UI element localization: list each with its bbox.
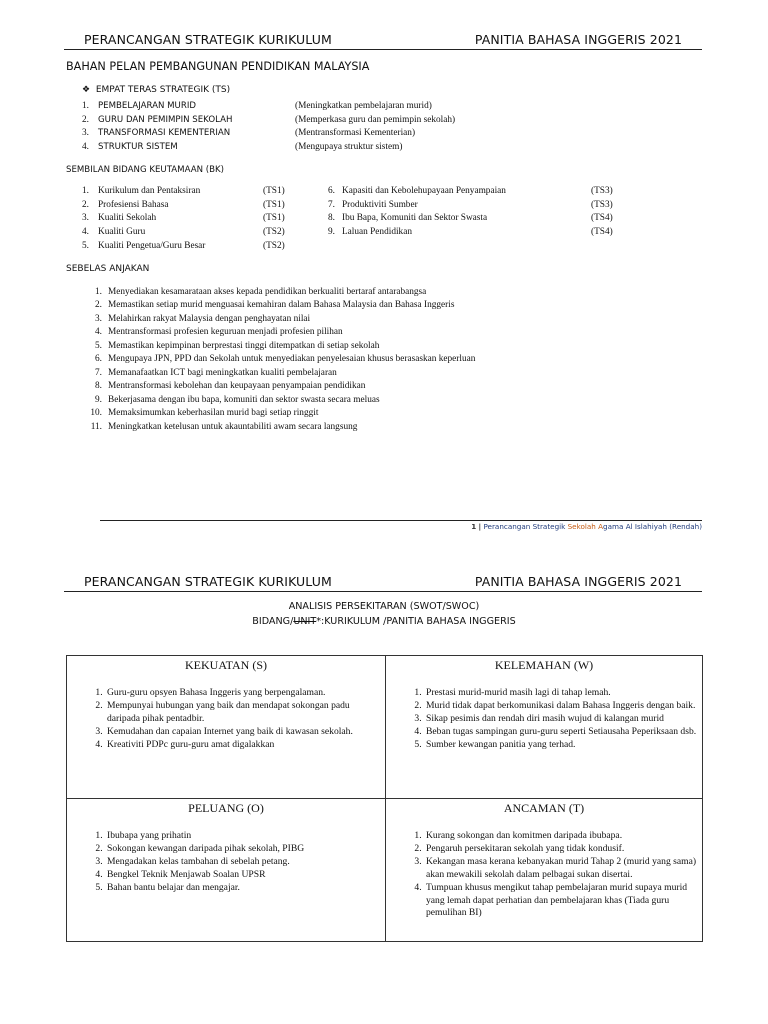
page2-header-rule — [64, 591, 702, 592]
swot-subtitle: BIDANG/UNIT*:KURIKULUM /PANITIA BAHASA INGGERIS — [252, 616, 516, 627]
opportunities-title: PELUANG (O) — [188, 801, 264, 815]
strengths-list — [67, 687, 385, 752]
page1-header-right: PANITIA BAHASA INGGERIS 2021 — [474, 32, 682, 47]
anjakan-item: 4. Mentransformasi profesien keguruan menjadi profesien pilihan — [95, 327, 343, 337]
list-item: 1. Guru-guru opsyen Bahasa Inggeris yang berpengalaman. — [105, 687, 385, 700]
bidang-item: 5. Kualiti Pengetua/Guru Besar (TS2) — [82, 241, 285, 251]
list-item: 1. Prestasi murid-murid masih lagi di tahap lemah. — [424, 687, 702, 700]
page1-title: BAHAN PELAN PEMBANGUNAN PENDIDIKAN MALAYSIA — [66, 60, 370, 73]
page1-footer — [471, 522, 702, 531]
bidang-item: 1. Kurikulum dan Pentaksiran (TS1) — [82, 186, 285, 196]
swot-cell-weaknesses — [386, 656, 703, 799]
anjakan-item: 8. Mentransformasi kebolehan dan keupayaan penyampaian pendidikan — [95, 381, 366, 391]
anjakan-item: 7. Memanafaatkan ICT bagi meningkatkan kualiti pembelajaran — [95, 368, 337, 378]
anjakan-item: 10. Memaksimumkan keberhasilan murid bagi setiap ringgit — [90, 408, 319, 418]
diamond-bullet-icon: ❖ — [82, 85, 91, 95]
teras-item: 4. STRUKTUR SISTEM (Mengupaya struktur sistem) — [82, 142, 403, 152]
swot-table — [66, 655, 703, 942]
anjakan-item: 1. Menyediakan kesamarataan akses kepada pendidikan berkualiti bertaraf antarabangsa — [95, 287, 427, 297]
bidang-item: 8. Ibu Bapa, Komuniti dan Sektor Swasta (TS4) — [328, 213, 613, 223]
teras-heading-text: EMPAT TERAS STRATEGIK (TS) — [95, 85, 231, 95]
swot-cell-threats — [386, 799, 703, 942]
list-item: 3. Kekangan masa kerana kebanyakan murid Tahap 2 (murid yang sama) akan mewakili sekolah dalam pelbagai sukan disertai. — [424, 856, 702, 882]
anjakan-item: 3. Melahirkan rakyat Malaysia dengan penghayatan nilai — [95, 314, 311, 324]
footer-separator: | — [478, 522, 482, 531]
list-item: 1. Kurang sokongan dan komitmen daripada ibubapa. — [424, 830, 702, 843]
teras-item: 2. GURU DAN PEMIMPIN SEKOLAH (Memperkasa guru dan pemimpin sekolah) — [82, 115, 456, 125]
list-item: 3. Mengadakan kelas tambahan di sebelah petang. — [105, 856, 385, 869]
strengths-title: KEKUATAN (S) — [184, 658, 268, 672]
bidang-item: 7. Produktiviti Sumber (TS3) — [328, 200, 613, 210]
list-item: 4. Beban tugas sampingan guru-guru seperti Setiausaha Peperiksaan dsb. — [424, 726, 702, 739]
list-item: 2. Sokongan kewangan daripada pihak sekolah, PIBG — [105, 843, 385, 856]
list-item: 2. Pengaruh persekitaran sekolah yang tidak kondusif. — [424, 843, 702, 856]
page2-header-right: PANITIA BAHASA INGGERIS 2021 — [474, 574, 682, 589]
weaknesses-title: KELEMAHAN (W) — [494, 658, 594, 672]
anjakan-heading: SEBELAS ANJAKAN — [66, 264, 150, 274]
footer-page-number: 1 — [471, 522, 477, 531]
weaknesses-list — [386, 687, 702, 752]
list-item: 5. Bahan bantu belajar dan mengajar. — [105, 882, 385, 895]
footer-text-3: gama Al Islahiyah (Rendah) — [603, 522, 702, 531]
list-item: 3. Sikap pesimis dan rendah diri masih wujud di kalangan murid — [424, 713, 702, 726]
list-item: 2. Murid tidak dapat berkomunikasi dalam Bahasa Inggeris dengan baik. — [424, 700, 702, 713]
page1-footer-rule — [100, 520, 702, 521]
page1-header-rule — [64, 49, 702, 50]
list-item: 4. Tumpuan khusus mengikut tahap pembelajaran murid supaya murid yang lemah dapat perhatian dan pembelajaran khas (Tiada guru pemulihan BI) — [424, 882, 702, 921]
bidang-item: 4. Kualiti Guru (TS2) — [82, 227, 285, 237]
bidang-heading: SEMBILAN BIDANG KEUTAMAAN (BK) — [66, 165, 224, 175]
list-item: 4. Kreativiti PDPc guru-guru amat digalakkan — [105, 739, 385, 752]
anjakan-item: 9. Bekerjasama dengan ibu bapa, komuniti dan sektor swasta secara meluas — [95, 395, 380, 405]
bidang-item: 6. Kapasiti dan Kebolehupayaan Penyampaian (TS3) — [328, 186, 613, 196]
bidang-item: 9. Laluan Pendidikan (TS4) — [328, 227, 613, 237]
anjakan-item: 2. Memastikan setiap murid menguasai kemahiran dalam Bahasa Malaysia dan Bahasa Inggeris — [95, 300, 455, 310]
swot-cell-strengths — [67, 656, 386, 799]
bidang-item: 3. Kualiti Sekolah (TS1) — [82, 213, 285, 223]
anjakan-item: 5. Memastikan kepimpinan berprestasi tinggi ditempatkan di setiap sekolah — [95, 341, 380, 351]
footer-text-2: Sekolah A — [567, 522, 604, 531]
anjakan-item: 11. Meningkatkan ketelusan untuk akauntabiliti awam secara langsung — [90, 422, 358, 432]
teras-item: 1. PEMBELAJARAN MURID (Meningkatkan pembelajaran murid) — [82, 101, 432, 111]
threats-list — [386, 830, 702, 920]
teras-item: 3. TRANSFORMASI KEMENTERIAN (Mentransformasi Kementerian) — [82, 128, 416, 138]
list-item: 4. Bengkel Teknik Menjawab Soalan UPSR — [105, 869, 385, 882]
anjakan-item: 6. Mengupaya JPN, PPD dan Sekolah untuk menyediakan penyelesaian khusus berasaskan keperluan — [95, 354, 476, 364]
swot-title: ANALISIS PERSEKITARAN (SWOT/SWOC) — [288, 601, 480, 612]
list-item: 3. Kemudahan dan capaian Internet yang baik di kawasan sekolah. — [105, 726, 385, 739]
bidang-item: 2. Profesiensi Bahasa (TS1) — [82, 200, 285, 210]
list-item: 2. Mempunyai hubungan yang baik dan mendapat sokongan padu daripada pihak pentadbir. — [105, 700, 385, 726]
page1-header-left: PERANCANGAN STRATEGIK KURIKULUM — [84, 32, 332, 47]
footer-text-1: Perancangan Strategik — [483, 522, 568, 531]
opportunities-list — [67, 830, 385, 895]
swot-cell-opportunities — [67, 799, 386, 942]
list-item: 5. Sumber kewangan panitia yang terhad. — [424, 739, 702, 752]
list-item: 1. Ibubapa yang prihatin — [105, 830, 385, 843]
threats-title: ANCAMAN (T) — [503, 801, 585, 815]
teras-heading — [82, 85, 230, 95]
page2-header-left: PERANCANGAN STRATEGIK KURIKULUM — [84, 574, 332, 589]
